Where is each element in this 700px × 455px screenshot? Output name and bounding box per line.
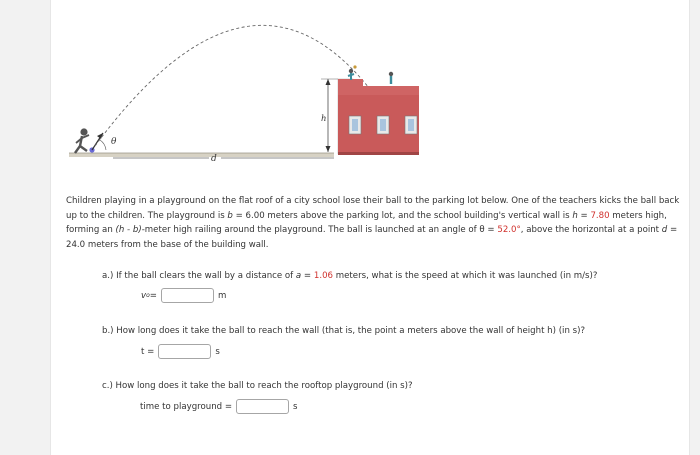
answer-row-b [141, 344, 220, 359]
v0-input[interactable] [161, 288, 214, 303]
h-label: h [321, 114, 327, 124]
question-a-text: meters, what is the speed at which it was launched (in m/s)? [333, 271, 598, 281]
question-a-text: a.) If the ball clears the wall by a distance of [102, 271, 296, 281]
question-b [102, 326, 585, 336]
a-value: 1.06 [313, 271, 334, 281]
time-to-playground-label: time to playground = [140, 401, 233, 412]
problem-text: , above the horizontal at a point [520, 225, 662, 236]
question-b-text: b.) How long does it take the ball to reach the wall (that is, the point a meters above the wall of height h) (in s)? [102, 326, 586, 336]
a-variable: a [295, 271, 302, 281]
theta-variable: θ [479, 225, 485, 236]
ground [69, 153, 334, 157]
kicker-figure [75, 128, 95, 153]
h-value: 7.80 [590, 210, 610, 221]
problem-statement [66, 194, 681, 252]
answer-row-a [141, 288, 226, 303]
b-variable: b [227, 210, 233, 221]
t-label: t = [141, 346, 155, 357]
theta-label: θ [111, 137, 117, 147]
problem-text: meters high, forming an [66, 210, 667, 236]
h-variable: h [572, 210, 578, 221]
problem-text: = 6.00 meters above the parking lot, and the school building's vertical wall is [232, 210, 573, 221]
problem-text: -meter high railing around the playground. The ball is launched at an angle of [141, 225, 480, 236]
v0-unit: m [217, 290, 227, 301]
h-minus-b-expression: (h - b) [115, 225, 142, 236]
v0-equals: = [149, 290, 157, 301]
v0-subscript: o [146, 292, 150, 299]
theta-value: 52.0° [497, 225, 521, 236]
projectile-diagram [51, 0, 689, 180]
problem-text: = 24.0 meters from the base of the building wall. [66, 225, 678, 250]
d-variable: d [661, 225, 668, 236]
question-c-text: c.) How long does it take the ball to reach the rooftop playground (in s)? [102, 381, 413, 391]
problem-text: = [577, 210, 591, 221]
question-a [102, 271, 597, 281]
t-input[interactable] [158, 344, 211, 359]
angle-arc [100, 140, 106, 150]
ball-trajectory [95, 25, 373, 146]
d-label: d [211, 154, 217, 164]
problem-text: = [484, 225, 498, 236]
answer-row-c [140, 399, 298, 414]
problem-text: Children playing in a playground on the flat roof of a city school lose their ball to the parking lot below. One of the teachers kicks the ball back up to the children. The playground is [66, 196, 680, 221]
school-building [338, 79, 419, 155]
question-panel [50, 0, 690, 455]
time-to-playground-unit: s [293, 401, 298, 412]
question-a-text: = [301, 271, 314, 281]
v0-label: v [141, 290, 147, 301]
t-unit: s [215, 346, 220, 357]
question-c [102, 381, 413, 391]
time-to-playground-input[interactable] [236, 399, 289, 414]
